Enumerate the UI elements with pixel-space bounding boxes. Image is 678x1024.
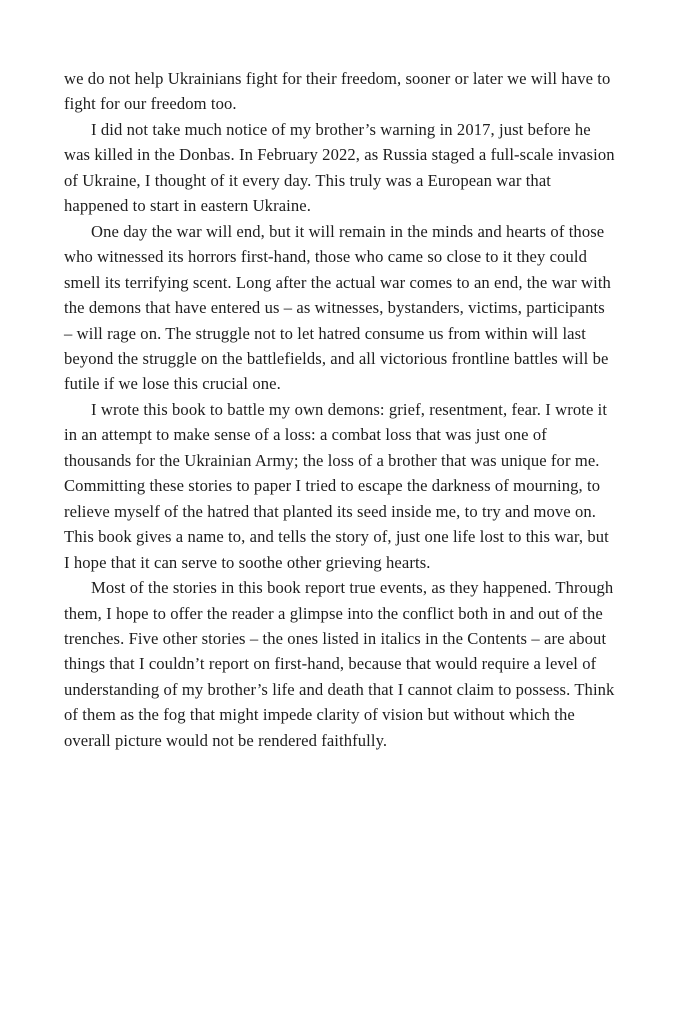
paragraph: One day the war will end, but it will remain in the minds and hearts of those who witnessed its horrors first-hand, those who came so close to it they could smell its terrifying scent. Long after the actual war comes to an end, the war with the demons that have entered us – as witnesses, bystanders, victims, participants – will rage on. The struggle not to let hatred consume us from within will last beyond the struggle on the battlefields, and all victorious frontline battles will be futile if we lose this crucial one. [64,221,611,394]
paragraph: Most of the stories in this book report true events, as they happened. Through them, I hope to offer the reader a glimpse into the conflict both in and out of the trenches. Five other stories – the ones listed in italics in the Contents – are about things that I couldn’t report on first-hand, because that would require a level of understanding of my brother’s life and death that I cannot claim to possess. Think of them as the fog that might impede clarity of vision but without which the overall picture would not be rendered faithfully. [64,578,615,750]
page-text-block [64,66,617,753]
paragraph: I wrote this book to battle my own demons: grief, resentment, fear. I wrote it in an attempt to make sense of a loss: a combat loss that was just one of thousands for the Ukrainian Army; the loss of a brother that was unique for me. Committing these stories to paper I tried to escape the darkness of mourning, to relieve myself of the hatred that planted its seed inside me, to try and move on. This book gives a name to, and tells the story of, just one life lost to this war, but I hope that it can serve to soothe other grieving hearts. [64,399,609,572]
paragraph-continuation: we do not help Ukrainians fight for their freedom, sooner or later we will have to fight for our freedom too. [64,69,611,114]
paragraph: I did not take much notice of my brother’s warning in 2017, just before he was killed in the Donbas. In February 2022, as Russia staged a full-scale invasion of Ukraine, I thought of it every day. This truly was a European war that happened to start in eastern Ukraine. [64,119,615,216]
